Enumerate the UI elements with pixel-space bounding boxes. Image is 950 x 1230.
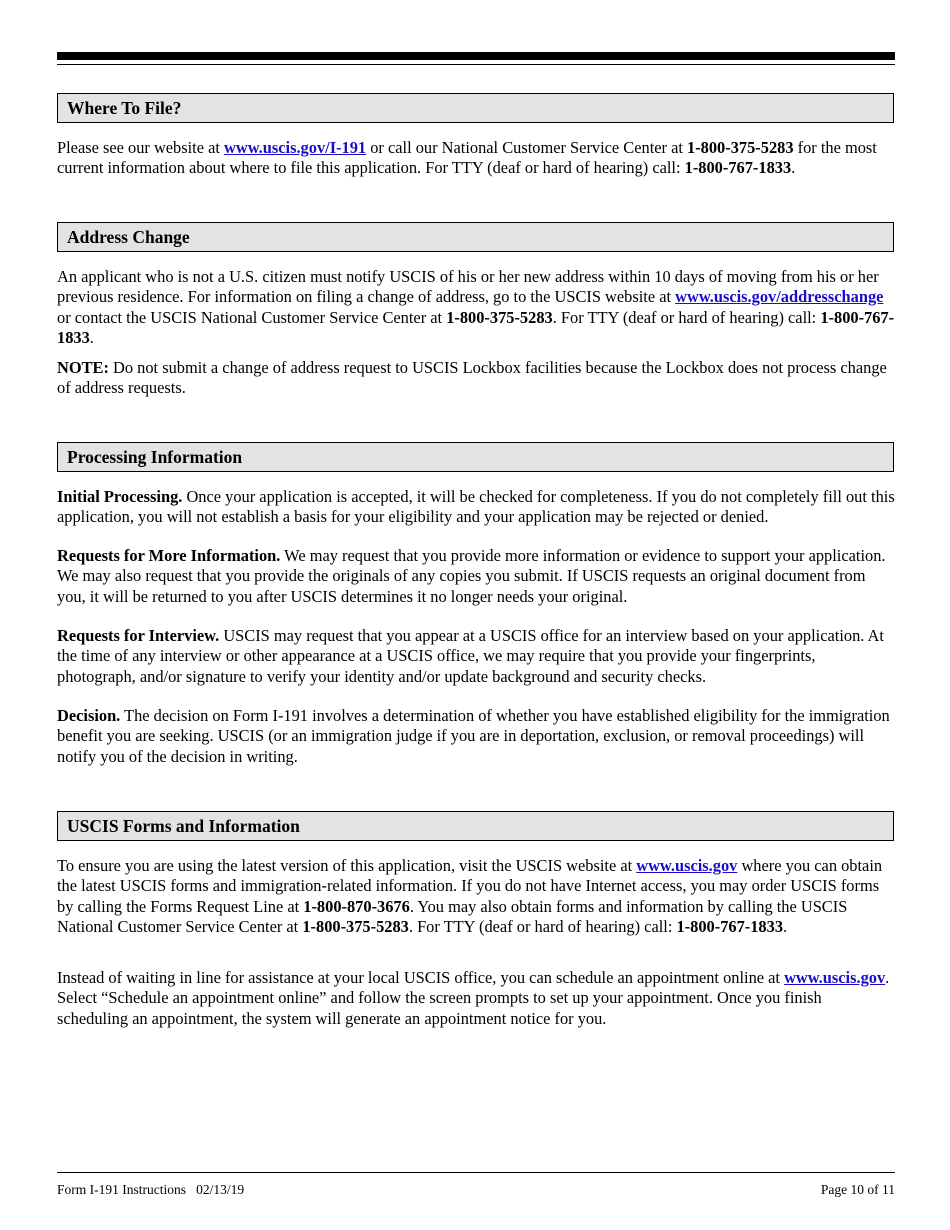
tty-phone-number: 1-800-767-1833 <box>676 917 784 937</box>
phone-number: 1-800-375-5283 <box>687 138 794 157</box>
text: We may request that you provide more information or evidence to support your application. We may also request that you provide the originals of any copies you submit. If USCIS requests an original document from you, it will be returned to you after USCIS determines it no longer needs your original. <box>57 546 886 606</box>
interview-paragraph <box>57 626 895 687</box>
text: for the most current information about where to file this application. For TTY (deaf or hard of hearing) call: <box>57 138 877 178</box>
section-heading-uscis-forms: USCIS Forms and Information <box>57 811 894 841</box>
footer-page-number: Page 10 of 11 <box>820 1182 895 1197</box>
section-heading-processing-information: Processing Information <box>57 442 894 472</box>
forms-request-phone: 1-800-870-3676 <box>303 896 410 916</box>
phone-number: 1-800-375-5283 <box>446 307 553 327</box>
decision-paragraph <box>57 706 895 767</box>
note-text: Do not submit a change of address request to USCIS Lockbox facilities because the Lockbox does not process change of address requests. <box>57 358 887 398</box>
run-in-heading: Decision. <box>57 706 121 725</box>
footer-rule <box>57 1172 895 1173</box>
section-heading-address-change: Address Change <box>57 222 894 252</box>
where-to-file-paragraph <box>57 138 895 179</box>
text: . <box>89 328 94 348</box>
text: An applicant who is not a U.S. citizen must notify USCIS of his or her new address within 10 days of moving from his or her previous residence. For information on filing a change of address, go to the USCIS website at <box>57 267 879 307</box>
tty-phone-number: 1-800-767-1833 <box>684 158 792 178</box>
uscis-i191-link[interactable]: www.uscis.gov/I-191 <box>224 138 367 157</box>
text: . <box>783 917 788 937</box>
uscis-website-link[interactable]: www.uscis.gov <box>784 968 886 987</box>
header-rule-thick <box>57 52 895 60</box>
text: or contact the USCIS National Customer Service Center at <box>57 307 447 327</box>
uscis-forms-paragraph <box>57 856 895 938</box>
uscis-website-link[interactable]: www.uscis.gov <box>636 856 738 875</box>
more-information-paragraph <box>57 546 895 607</box>
appointment-paragraph <box>57 968 895 1029</box>
text: Once your application is accepted, it will be checked for completeness. If you do not completely fill out this application, you will not establish a basis for your eligibility and your application may be rejected or denied. <box>57 487 895 527</box>
text: or call our National Customer Service Center at <box>366 138 688 157</box>
address-change-note <box>57 358 895 399</box>
text: where you can obtain the latest USCIS forms and immigration-related information. If you do not have Internet access, you may order USCIS forms by calling the Forms Request Line at <box>57 856 883 916</box>
section-heading-where-to-file: Where To File? <box>57 93 894 123</box>
header-rule-thin <box>57 64 895 65</box>
text: . For TTY (deaf or hard of hearing) call: <box>552 307 821 327</box>
text: Please see our website at <box>57 138 225 157</box>
text: The decision on Form I-191 involves a determination of whether you have established eligibility for the immigration benefit you are seeking. USCIS (or an immigration judge if you are in deportation, exclusion, or removal proceedings) will notify you of the decision in writing. <box>57 706 890 766</box>
note-label: NOTE: <box>57 358 109 377</box>
address-change-link[interactable]: www.uscis.gov/addresschange <box>675 287 884 307</box>
run-in-heading: Requests for Interview. <box>57 626 220 645</box>
text: Instead of waiting in line for assistance at your local USCIS office, you can schedule an appointment online at <box>57 968 785 987</box>
text: USCIS may request that you appear at a USCIS office for an interview based on your application. At the time of any interview or other appearance at a USCIS office, we may require that you provide your fingerprints, photograph, and/or signature to verify your identity and/or update background and security checks. <box>57 626 884 686</box>
run-in-heading: Requests for More Information. <box>57 546 281 565</box>
text: . For TTY (deaf or hard of hearing) call: <box>408 917 677 937</box>
run-in-heading: Initial Processing. <box>57 487 183 506</box>
phone-number: 1-800-375-5283 <box>302 917 409 937</box>
address-change-paragraph <box>57 267 895 349</box>
text: . <box>791 158 796 178</box>
footer-form-id: Form I-191 Instructions 02/13/19 <box>57 1182 245 1197</box>
text: . Select “Schedule an appointment online” and follow the screen prompts to set up your appointment. Once you finish scheduling an appointment, the system will generate an appointment notice for you. <box>57 968 890 1028</box>
text: To ensure you are using the latest version of this application, visit the USCIS website at <box>57 856 637 875</box>
tty-phone-number: 1-800-767-1833 <box>57 307 895 348</box>
text: . You may also obtain forms and information by calling the USCIS National Customer Service Center at <box>57 896 848 937</box>
initial-processing-paragraph <box>57 487 895 528</box>
